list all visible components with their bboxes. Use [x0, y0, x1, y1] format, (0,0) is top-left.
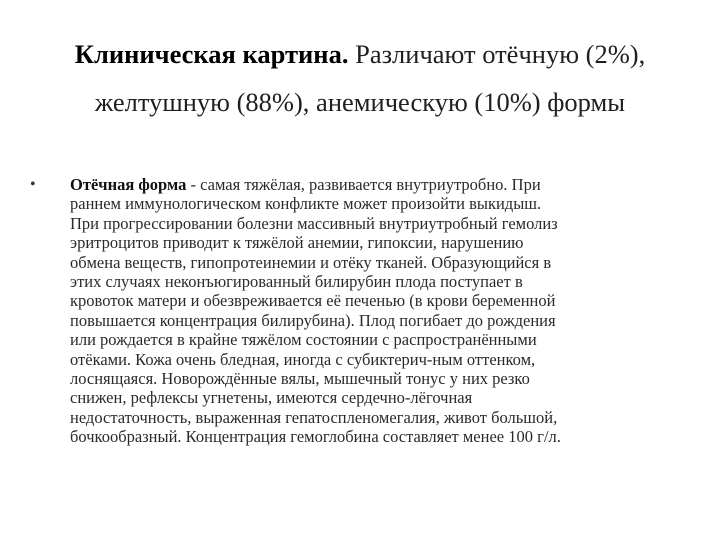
- paragraph-line: [70, 175, 690, 194]
- paragraph-line: недостаточность, выраженная гепатоспленомегалия, живот большой,: [70, 407, 558, 427]
- paragraph-line: кровоток матери и обезвреживается её печенью (в крови беременной: [70, 291, 556, 311]
- paragraph-line: отёками. Кожа очень бледная, иногда с субиктерич-ным оттенком,: [70, 349, 536, 369]
- paragraph-line: При прогрессировании болезни массивный внутриутробный гемолиз: [70, 213, 558, 233]
- title-line-1: [40, 30, 680, 78]
- paragraph-line: повышается концентрация билирубина). Плод погибает до рождения: [70, 310, 556, 330]
- bullet-marker: •: [30, 176, 36, 193]
- paragraph-line: этих случаях неконъюгированный билирубин плода поступает в: [70, 272, 523, 292]
- paragraph-line: или рождается в крайне тяжёлом состоянии с распространёнными: [70, 330, 537, 350]
- bullet-paragraph: [70, 175, 690, 447]
- paragraph-line: эритроцитов приводит к тяжёлой анемии, гипоксии, нарушению: [70, 233, 524, 253]
- bullet-lead-term: Отёчная форма: [70, 175, 187, 194]
- title-bold-lead: Клиническая картина.: [74, 39, 349, 69]
- title-line-2: желтушную (88%), анемическую (10%) формы: [94, 87, 626, 117]
- title-line-1-rest: Различают отёчную (2%),: [348, 39, 646, 69]
- paragraph-line: обмена веществ, гипопротеинемии и отёку тканей. Образующийся в: [70, 252, 552, 272]
- paragraph-line: лоснящаяся. Новорождённые вялы, мышечный тонус у них резко: [70, 369, 530, 389]
- paragraph-line-text: - самая тяжёлая, развивается внутриутробно. При: [186, 175, 541, 194]
- paragraph-line: бочкообразный. Концентрация гемоглобина составляет менее 100 г/л.: [70, 427, 561, 447]
- paragraph-line: снижен, рефлексы угнетены, имеются сердечно-лёгочная: [70, 388, 473, 408]
- slide-title: [40, 30, 680, 126]
- paragraph-line: раннем иммунологическом конфликте может произойти выкидыш.: [70, 194, 542, 214]
